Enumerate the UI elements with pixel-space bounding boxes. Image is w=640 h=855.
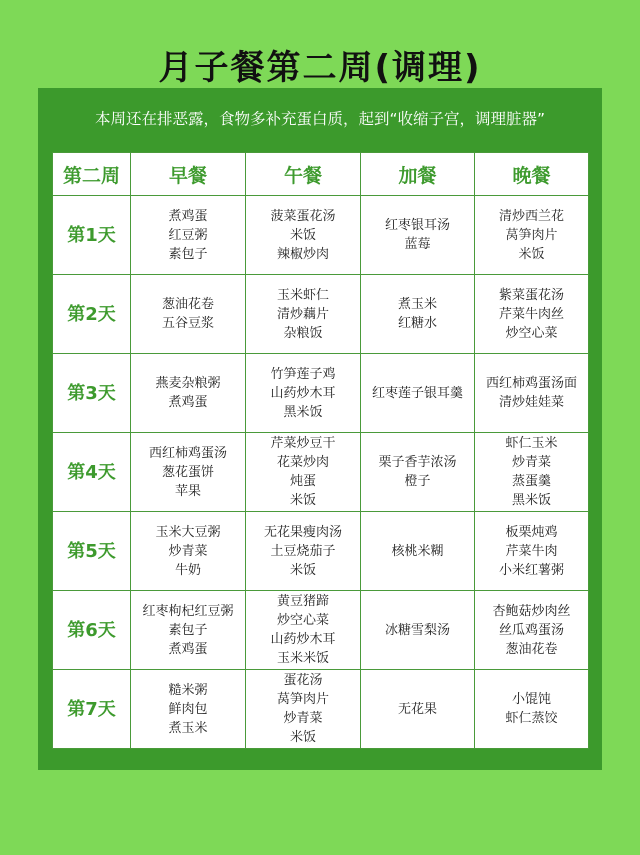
- dish-item: 煮鸡蛋: [168, 395, 208, 410]
- dish-item: 红豆粥: [168, 227, 208, 243]
- day-label: 第5天: [53, 512, 131, 591]
- dish-item: 清炒藕片: [276, 306, 329, 322]
- dinner-cell: [475, 512, 589, 591]
- header-breakfast: 早餐: [131, 153, 246, 196]
- dish-item: 红糖水: [397, 316, 437, 331]
- dinner-cell: [475, 354, 589, 433]
- meal-table-body: [53, 196, 589, 749]
- dish-item: 红枣莲子银耳羹: [371, 385, 463, 401]
- dish-item: 炒青菜: [511, 455, 551, 470]
- subtitle: 本周还在排恶露，食物多补充蛋白质，起到“收缩子宫，调理脏器”: [94, 110, 546, 128]
- day-label: 第7天: [53, 670, 131, 749]
- dish-item: 丝瓜鸡蛋汤: [498, 622, 564, 638]
- dish-item: 鲜肉包: [168, 701, 208, 717]
- dish-item: 炖蛋: [289, 474, 316, 489]
- snack-cell: [361, 591, 475, 670]
- snack-cell: [361, 433, 475, 512]
- dinner-cell: [475, 433, 589, 512]
- dish-item: 煮鸡蛋: [168, 641, 208, 657]
- dish-item: 莴笋肉片: [276, 692, 329, 707]
- dish-item: 炒青菜: [283, 711, 323, 726]
- header-lunch: 午餐: [246, 153, 361, 196]
- dish-item: 板栗炖鸡: [505, 524, 558, 540]
- dish-item: 小馄饨: [511, 692, 551, 707]
- lunch-cell: [246, 433, 361, 512]
- header-row: [53, 153, 589, 196]
- day-label: 第2天: [53, 275, 131, 354]
- dish-item: 清炒西兰花: [498, 208, 564, 224]
- dish-item: 清炒娃娃菜: [498, 395, 564, 410]
- snack-cell: [361, 512, 475, 591]
- dish-item: 玉米大豆粥: [155, 524, 221, 540]
- dinner-cell: [475, 670, 589, 749]
- lunch-cell: [246, 275, 361, 354]
- dinner-cell: [475, 275, 589, 354]
- dish-item: 燕麦杂粮粥: [155, 376, 221, 391]
- lunch-cell: [246, 512, 361, 591]
- dish-item: 杏鲍菇炒肉丝: [492, 603, 571, 619]
- meal-table: [52, 152, 589, 749]
- lunch-cell: [246, 354, 361, 433]
- breakfast-cell: [131, 433, 246, 512]
- dish-item: 红枣枸杞红豆粥: [142, 603, 234, 619]
- dish-item: 山药炒木耳: [270, 385, 336, 401]
- dish-item: 橙子: [404, 474, 431, 489]
- lunch-cell: [246, 591, 361, 670]
- header-dinner: 晚餐: [475, 153, 589, 196]
- dish-item: 米饭: [289, 227, 316, 243]
- dish-item: 葱花蛋饼: [161, 464, 214, 480]
- dish-item: 小米红薯粥: [498, 562, 564, 578]
- dish-item: 五谷豆浆: [161, 316, 214, 331]
- dish-item: 黑米饭: [511, 493, 551, 508]
- day-label: 第6天: [53, 591, 131, 670]
- table-row: [53, 196, 589, 275]
- breakfast-cell: [131, 512, 246, 591]
- dish-item: 葱油花卷: [161, 297, 214, 312]
- dish-item: 糙米粥: [168, 682, 208, 698]
- dish-item: 莴笋肉片: [505, 227, 558, 243]
- dish-item: 牛奶: [174, 562, 201, 578]
- dish-item: 杂粮饭: [283, 325, 323, 341]
- dish-item: 冰糖雪梨汤: [384, 622, 450, 638]
- dish-item: 无花果瘦肉汤: [263, 524, 342, 540]
- day-label: 第4天: [53, 433, 131, 512]
- table-row: [53, 354, 589, 433]
- dish-item: 红枣银耳汤: [384, 218, 450, 233]
- dish-item: 米饭: [289, 562, 316, 578]
- dish-item: 玉米米饭: [276, 651, 329, 666]
- dish-item: 素包子: [168, 622, 208, 638]
- dish-item: 芹菜牛肉丝: [498, 306, 564, 322]
- dish-item: 米饭: [289, 493, 316, 508]
- table-row: [53, 512, 589, 591]
- breakfast-cell: [131, 196, 246, 275]
- dish-item: 蛋花汤: [283, 673, 323, 688]
- dish-item: 芹菜牛肉: [505, 543, 558, 559]
- dinner-cell: [475, 591, 589, 670]
- dish-item: 炒青菜: [168, 543, 208, 559]
- dish-item: 蒸蛋羹: [511, 474, 551, 489]
- dish-item: 炒空心菜: [505, 325, 558, 341]
- dish-item: 玉米虾仁: [276, 287, 329, 303]
- dish-item: 山药炒木耳: [270, 632, 336, 647]
- dish-item: 虾仁蒸饺: [505, 711, 558, 726]
- dish-item: 炒空心菜: [276, 613, 329, 628]
- dish-item: 土豆烧茄子: [270, 543, 336, 559]
- menu-panel: [38, 88, 602, 770]
- dish-item: 虾仁玉米: [505, 436, 558, 451]
- table-row: [53, 275, 589, 354]
- dish-item: 黄豆猪蹄: [276, 594, 329, 609]
- dish-item: 黑米饭: [283, 404, 323, 420]
- dish-item: 素包子: [168, 246, 208, 262]
- dish-item: 紫菜蛋花汤: [498, 287, 564, 303]
- breakfast-cell: [131, 670, 246, 749]
- dish-item: 西红柿鸡蛋汤面: [485, 376, 577, 391]
- snack-cell: [361, 354, 475, 433]
- dish-item: 葱油花卷: [505, 641, 558, 657]
- dish-item: 竹笋莲子鸡: [270, 366, 336, 382]
- dish-item: 核桃米糊: [391, 543, 444, 559]
- header-week: 第二周: [53, 153, 131, 196]
- dish-item: 花菜炒肉: [276, 455, 329, 470]
- breakfast-cell: [131, 591, 246, 670]
- dish-item: 米饭: [289, 730, 316, 745]
- dish-item: 无花果: [397, 701, 437, 717]
- table-row: [53, 433, 589, 512]
- day-label: 第1天: [53, 196, 131, 275]
- snack-cell: [361, 275, 475, 354]
- dinner-cell: [475, 196, 589, 275]
- day-label: 第3天: [53, 354, 131, 433]
- dish-item: 煮鸡蛋: [168, 208, 208, 224]
- breakfast-cell: [131, 354, 246, 433]
- lunch-cell: [246, 196, 361, 275]
- page-title: 月子餐第二周(调理): [158, 48, 482, 88]
- lunch-cell: [246, 670, 361, 749]
- breakfast-cell: [131, 275, 246, 354]
- dish-item: 蓝莓: [404, 237, 431, 252]
- dish-item: 菠菜蛋花汤: [270, 208, 336, 224]
- table-row: [53, 670, 589, 749]
- table-row: [53, 591, 589, 670]
- dish-item: 西红柿鸡蛋汤: [148, 445, 227, 461]
- dish-item: 辣椒炒肉: [276, 246, 329, 262]
- dish-item: 煮玉米: [397, 297, 437, 312]
- header-snack: 加餐: [361, 153, 475, 196]
- dish-item: 栗子香芋浓汤: [378, 455, 457, 470]
- dish-item: 苹果: [174, 483, 201, 499]
- dish-item: 芹菜炒豆干: [270, 436, 336, 451]
- dish-item: 煮玉米: [168, 720, 208, 736]
- snack-cell: [361, 670, 475, 749]
- dish-item: 米饭: [518, 246, 545, 262]
- snack-cell: [361, 196, 475, 275]
